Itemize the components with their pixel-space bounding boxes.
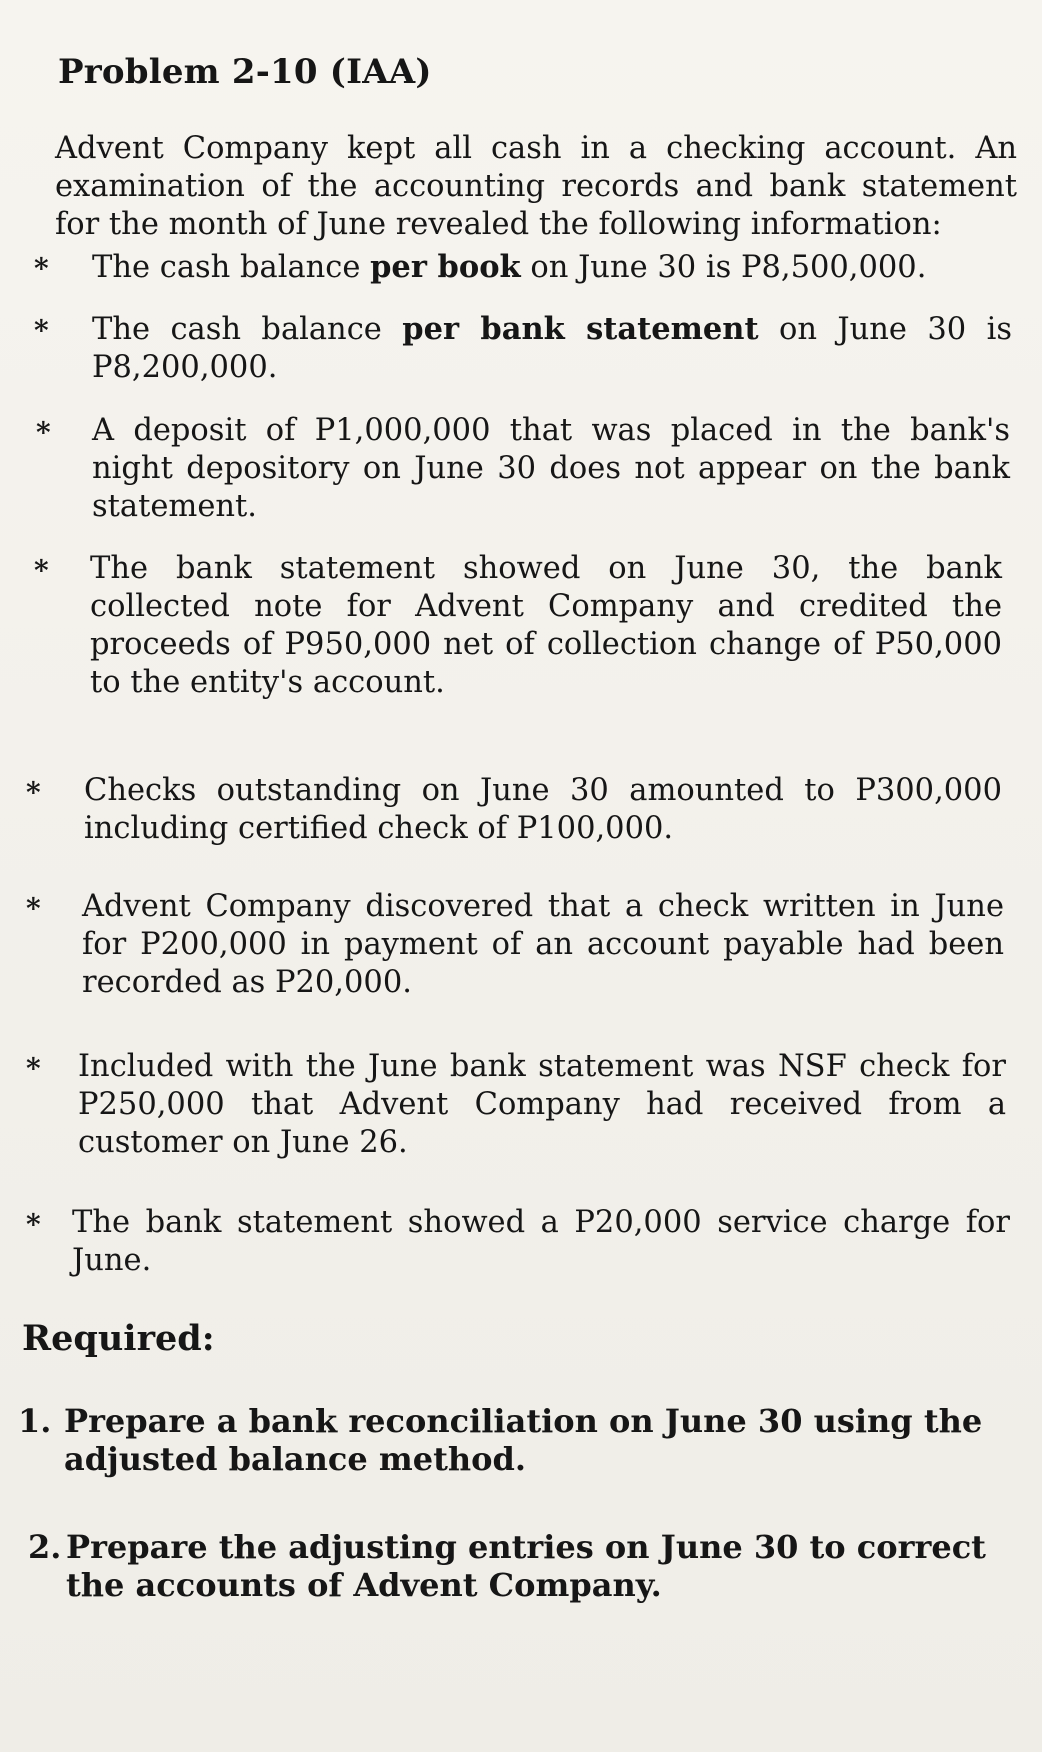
bullet-marker: * [36,416,51,449]
bullet-text: A deposit of P1,000,000 that was placed in the bank's night depository on June 30 does not appear on the bank statement. [92,413,1010,524]
required-heading: Required: [22,1318,215,1359]
bullet-item [36,412,1010,526]
problem-title: Problem 2-10 (IAA) [58,52,432,92]
required-item-text: Prepare a bank reconciliation on June 30 using the adjusted balance method. [64,1402,983,1478]
bullet-text: Advent Company discovered that a check written in June for P200,000 in payment of an account payable had been recorded as P20,000. [82,889,1004,1000]
required-item [28,1528,1012,1604]
bullet-marker: * [26,1052,41,1085]
bullet-emphasis: per book [370,249,521,285]
required-item-text: Prepare the adjusting entries on June 30 to correct the accounts of Advent Company. [66,1528,986,1604]
bullet-marker: * [26,1208,41,1241]
bullet-item [34,248,964,287]
bullet-item [26,772,1002,848]
required-item-number: 1. [18,1402,52,1440]
bullet-item [26,888,1004,1002]
bullet-text: The bank statement showed on June 30, the bank collected note for Advent Company and credited the proceeds of P950,000 net of collection change of P50,000 to the entity's account. [90,551,1002,700]
bullet-text: Checks outstanding on June 30 amounted to P300,000 including certified check of P100,000. [84,773,1002,846]
bullet-marker: * [34,554,49,587]
bullet-item [34,310,1012,387]
problem-intro: Advent Company kept all cash in a checking account. An examination of the accounting records and bank statement for the month of June revealed the following information: [55,131,1017,242]
bullet-marker: * [26,776,41,809]
bullet-text: The bank statement showed a P20,000 service charge for June. [72,1205,1010,1278]
bullet-text: The cash balance [92,250,371,285]
bullet-item [26,1204,1010,1280]
bullet-marker: * [34,314,49,347]
required-item-number: 2. [28,1528,62,1566]
required-item [18,1402,1010,1478]
bullet-marker: * [26,892,41,925]
bullet-text: on June 30 is P8,500,000. [520,250,927,285]
bullet-text: on June 30 is P8,200,000. [92,312,1012,385]
bullet-text: The cash balance [92,312,403,347]
bullet-item [26,1048,1006,1162]
bullet-item [34,550,1002,702]
bullet-text: Included with the June bank statement was NSF check for P250,000 that Advent Company had received from a customer on June 26. [78,1049,1006,1160]
bullet-marker: * [34,252,49,285]
bullet-emphasis: per bank statement [402,311,759,347]
